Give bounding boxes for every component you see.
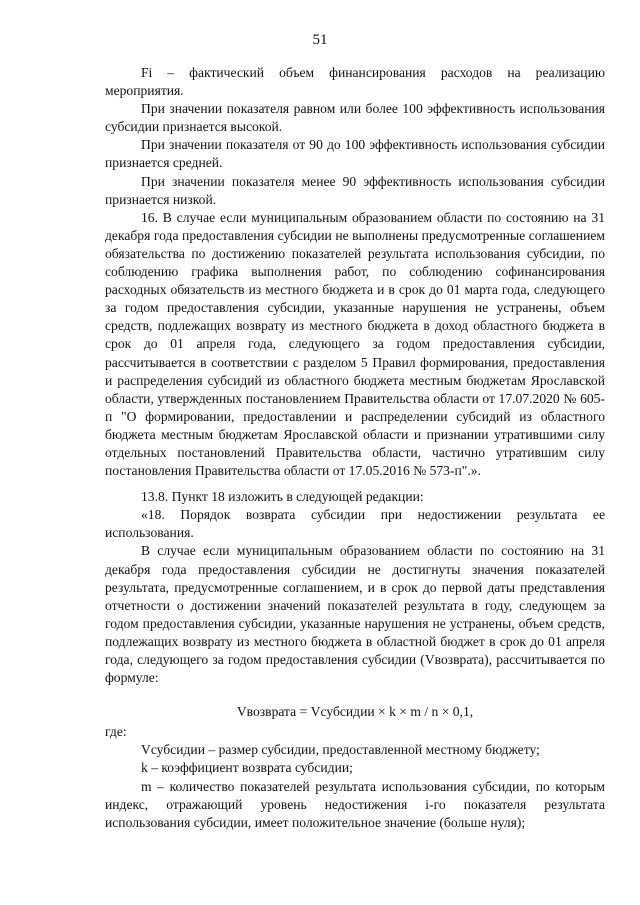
paragraph: При значении показателя равном или более 100 эффективность использования субсидии признается высокой. [105, 101, 605, 135]
page-number: 51 [312, 32, 328, 48]
paragraph: При значении показателя от 90 до 100 эффективность использования субсидии признается средней. [105, 137, 605, 171]
paragraph: 16. В случае если муниципальным образованием области по состоянию на 31 декабря года предоставления субсидии не выполнены предусмотренные соглашением обязательства по достижению показателей результата использования субсидии, по соблюдению графика выполнения работ, по соблюдению софинансирования расходных обязательств из местного бюджета и в срок до 01 марта года, следующего за годом предоставления субсидии, указанные нарушения не устранены, объем средств, подлежащих возврату из местного бюджета в доход областного бюджета в срок до 01 апреля года, следующего за годом предоставления субсидии, рассчитывается в соответствии с разделом 5 Правил формирования, предоставления и распределения субсидий из областного бюджета местным бюджетам Ярославской области, утвержденных постановлением Правительства области от 17.07.2020 № 605-п "О формировании, предоставлении и распределении субсидий из областного бюджета местным бюджетам Ярославской области и признании утратившими силу отдельных постановлений Правительства области, частично утратившим силу постановления Правительства области от 17.05.2016 № 573-п".». [105, 209, 605, 479]
paragraph: При значении показателя менее 90 эффективность использования субсидии признается низкой. [105, 173, 605, 207]
where-label: где: [105, 724, 127, 740]
paragraph: Fi – фактический объем финансирования расходов на реализацию мероприятия. [105, 65, 605, 99]
paragraph: «18. Порядок возврата субсидии при недостижении результата ее использования. [105, 507, 605, 541]
paragraph: 13.8. Пункт 18 изложить в следующей редакции: [141, 489, 424, 505]
paragraph: В случае если муниципальным образованием области по состоянию на 31 декабря года предоставления субсидии не достигнуты значения показателей результата, предусмотренные соглашением, и в срок до первой даты представления отчетности о достижении значений показателей результата в году, следующем за годом предоставления субсидии, указанные нарушения не устранены, объем средств, подлежащих возврату из местного бюджета в областной бюджет в срок до 01 апреля года, следующего за годом предоставления субсидии (Vвозврата), рассчитывается по формуле: [105, 543, 605, 686]
definition: m – количество показателей результата использования субсидии, по которым индекс, отражающий уровень недостижения i-го показателя результата использования субсидии, имеет положительное значение (больше нуля); [105, 778, 605, 830]
formula: Vвозврата = Vсубсидии × k × m / n × 0,1, [236, 704, 474, 720]
definition: k – коэффициент возврата субсидии; [141, 760, 353, 776]
definition: Vсубсидии – размер субсидии, предоставленной местному бюджету; [141, 742, 540, 758]
document-body [105, 64, 605, 832]
